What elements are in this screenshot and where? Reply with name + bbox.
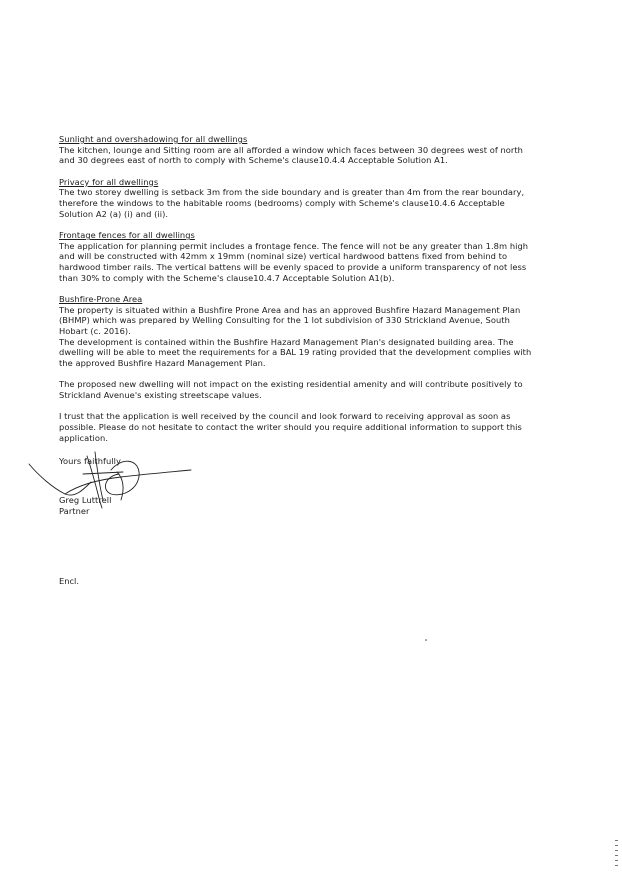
section-paragraph: The application for planning permit includes a frontage fence. The fence will not be any greater than 1.8m high and will be constructed with 42mm x 19mm (nominal size) vertical hardwood battens fixed from behind to hardwood timber rails. The vertical battens will be evenly spaced to provide a uniform transparency of not less than 30% to comply with the Scheme's clause10.4.7 Acceptable Solution A1(b). (59, 240, 529, 283)
section-heading: Bushfire-Prone Area (59, 294, 143, 305)
scan-speck (425, 639, 427, 641)
section-heading: Privacy for all dwellings (59, 176, 159, 187)
signatory-name: Greg Luttrell (59, 495, 112, 506)
section-frontage-fences (59, 230, 541, 283)
scan-edge-mark (615, 855, 618, 856)
amenity-paragraph: The proposed new dwelling will not impact on the existing residential amenity and will contribute positively to Strickland Avenue's existing streetscape values. (59, 379, 523, 400)
scan-edge-mark (615, 860, 618, 861)
enclosure-note: Encl. (59, 576, 80, 586)
trust-paragraph: I trust that the application is well received by the council and look forward to receiving approval as soon as possible. Please do not hesitate to contact the writer should you require additional information to support this application. (59, 411, 522, 443)
letter-body (59, 134, 541, 517)
section-sunlight (59, 134, 541, 166)
section-paragraph: The property is situated within a Bushfire Prone Area and has an approved Bushfire Hazard Management Plan (BHMP) which was prepared by Welling Consulting for the 1 lot subdivision of 330 Strickland Avenue, South Hobart (c. 2016). (59, 304, 521, 336)
signatory-role: Partner (59, 506, 90, 517)
section-paragraph: The kitchen, lounge and Sitting room are all afforded a window which faces between 30 degrees west of north and 30 degrees east of north to comply with Scheme's clause10.4.4 Acceptable Solution A1. (59, 144, 523, 166)
section-paragraph: The two storey dwelling is setback 3m from the side boundary and is greater than 4m from the rear boundary, therefore the windows to the habitable rooms (bedrooms) comply with Scheme's clause10.4.6 Acceptable Solution A2 (a) (i) and (ii). (59, 187, 525, 219)
section-paragraph: The development is contained within the Bushfire Hazard Management Plan's designated building area. The dwelling will be able to meet the requirements for a BAL 19 rating provided that the development complies with the approved Bushfire Hazard Management Plan. (59, 336, 532, 368)
scan-edge-mark (615, 850, 618, 851)
section-heading: Frontage fences for all dwellings (59, 230, 195, 241)
scan-edge-mark (615, 845, 618, 846)
section-heading: Sunlight and overshadowing for all dwellings (59, 134, 248, 144)
section-bushfire (59, 294, 541, 368)
scan-edge-mark (615, 865, 618, 866)
closing-salutation: Yours faithfully (59, 456, 121, 467)
scan-edge-mark (615, 840, 618, 841)
signoff-block (59, 454, 541, 517)
section-privacy (59, 177, 541, 219)
